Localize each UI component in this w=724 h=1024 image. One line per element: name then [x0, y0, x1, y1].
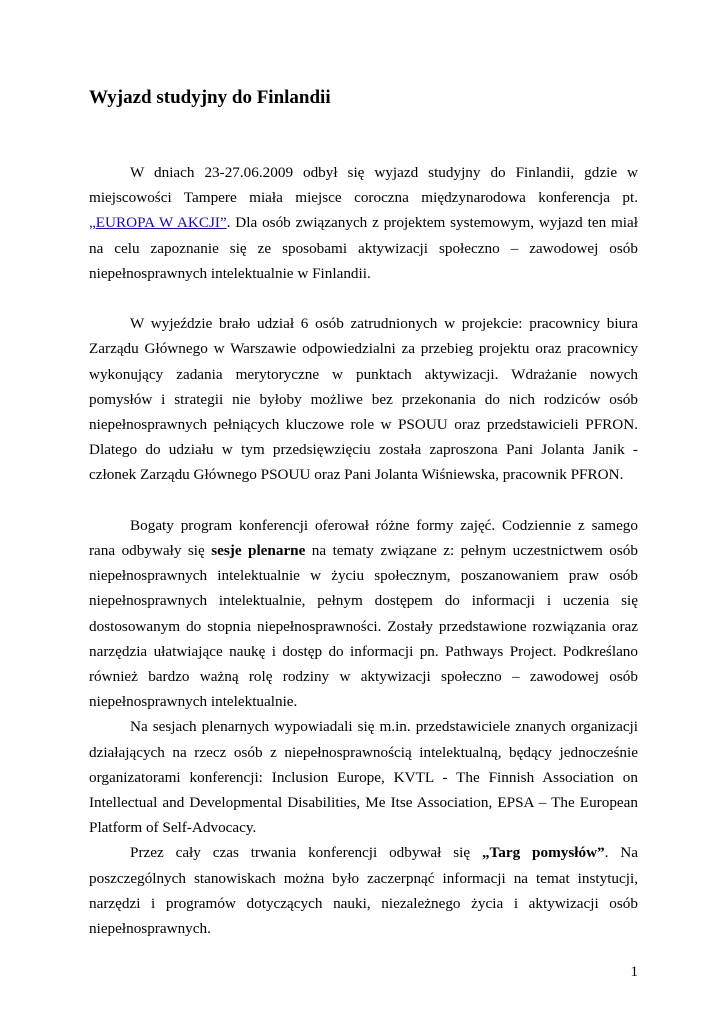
document-body — [89, 160, 638, 941]
plenary-sessions-bold: sesje plenarne — [211, 542, 306, 560]
paragraph-3-text-start: Bogaty program konferencji oferował różne formy zajęć. Codziennie z samego rana odbywały się — [89, 516, 638, 560]
paragraph-5-text-end: . Na poszczególnych stanowiskach można było zaczerpnąć informacji na temat instytucji, narzędzi i programów dotyczących nauki, niezależnego życia i aktywizacji osób niepełnosprawnych. — [89, 844, 638, 938]
page-number: 1 — [630, 964, 638, 980]
ideas-fair-bold: „Targ pomysłów” — [481, 844, 605, 862]
paragraph-4: Na sesjach plenarnych wypowiadali się m.in. przedstawiciele znanych organizacji działających na rzecz osób z niepełnosprawnością intelektualną, będący jednocześnie organizatorami konferencji: Inclusion Europe, KVTL - The Finnish Association on Intellectual and Developmental Disabilities, Me Itse Association, EPSA – The European Platform of Self-Advocacy. — [89, 718, 638, 837]
paragraph-3-text-end: na tematy związane z: pełnym uczestnictwem osób niepełnosprawnych intelektualnie w życiu społecznym, poszanowaniem praw osób niepełnosprawnych intelektualnie, pełnym dostępem do informacji i uczenia się dostosowanym do stopnia niepełnosprawności. Zostały przedstawione rozwiązania oraz narzędzia ułatwiające naukę i dostęp do informacji pn. Pathways Project. Podkreślano również bardzo ważną rolę rodziny w aktywizacji społeczno – zawodowej osób niepełnosprawnych intelektualnie. — [89, 542, 638, 711]
paragraph-5 — [89, 840, 638, 941]
paragraph-5-text-start: Przez cały czas trwania konferencji odbywał się — [130, 844, 482, 862]
paragraph-2: W wyjeździe brało udział 6 osób zatrudnionych w projekcie: pracownicy biura Zarządu Głównego w Warszawie odpowiedzialni za przebieg projektu oraz pracownicy wykonujący zadania merytoryczne w punktach aktywizacji. Wdrażanie nowych pomysłów i strategii nie byłoby możliwe bez przekonania do nich rodziców osób niepełnosprawnych pełniących kluczowe role w PSOUU oraz przedstawicieli PFRON. Dlatego do udziału w tym przedsięwzięciu została zaproszona Pani Jolanta Janik - członek Zarządu Głównego PSOUU oraz Pani Jolanta Wiśniewska, pracownik PFRON. — [89, 315, 638, 484]
paragraph-1-text-start: W dniach 23-27.06.2009 odbył się wyjazd studyjny do Finlandii, gdzie w miejscowości Tampere miała miejsce coroczna międzynarodowa konferencja pt. — [89, 164, 638, 207]
paragraph-3 — [89, 513, 638, 715]
paragraph-1-text-end: . Dla osób związanych z projektem systemowym, wyjazd ten miał na celu zapoznanie się ze sposobami aktywizacji społeczno – zawodowej osób niepełnosprawnych intelektualnie w Finlandii. — [89, 214, 638, 282]
paragraph-1 — [89, 160, 638, 286]
conference-name-link[interactable]: „EUROPA W AKCJI” — [89, 214, 227, 232]
page-title: Wyjazd studyjny do Finlandii — [89, 87, 331, 108]
